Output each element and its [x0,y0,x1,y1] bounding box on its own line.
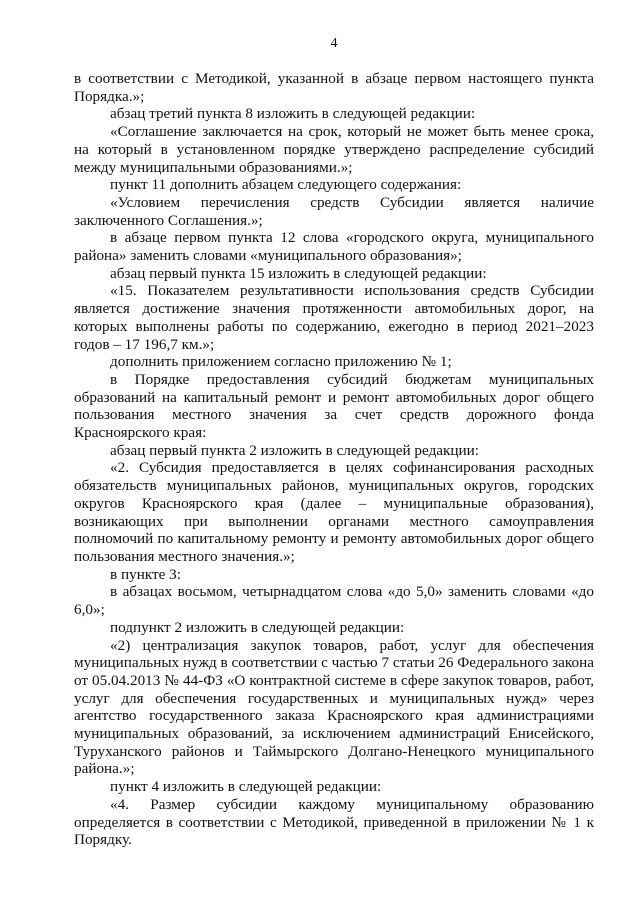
paragraph: «4. Размер субсидии каждому муниципальному образованию определяется в соответствии с Методикой, приведенной в приложении № 1 к Порядку. [74,795,594,849]
paragraph: «2. Субсидия предоставляется в целях софинансирования расходных обязательств муниципальных районов, муниципальных округов, городских округов Красноярского края (далее – муниципальные образования), возникающих при выполнении органами местного самоуправления полномочий по капитальному ремонту и ремонту автомобильных дорог общего пользования местного значения.»; [74,459,594,565]
paragraph: в абзаце первом пункта 12 слова «городского округа, муниципального района» заменить словами «муниципального образования»; [74,229,594,265]
paragraph: в пункте 3: [110,565,181,583]
paragraph: абзац первый пункта 2 изложить в следующей редакции: [110,441,480,459]
paragraph: абзац первый пункта 15 изложить в следующей редакции: [110,264,487,282]
page-number: 4 [330,36,338,51]
paragraph: пункт 11 дополнить абзацем следующего содержания: [110,176,462,194]
paragraph: в соответствии с Методикой, указанной в абзаце первом настоящего пункта Порядка.»; [74,70,594,105]
paragraph: пункт 4 изложить в следующей редакции: [110,778,382,796]
document-body [74,70,594,849]
paragraph: подпункт 2 изложить в следующей редакции: [110,618,405,636]
paragraph: абзац третий пункта 8 изложить в следующей редакции: [110,105,476,123]
paragraph: в абзацах восьмом, четырнадцатом слова «до 5,0» заменить словами «до 6,0»; [74,583,594,619]
paragraph: «Соглашение заключается на срок, который не может быть менее срока, на который в установленном порядке утверждено распределение субсидий между муниципальными образованиями.»; [74,123,594,176]
paragraph: дополнить приложением согласно приложению № 1; [110,353,452,371]
paragraph: «15. Показателем результативности использования средств Субсидии является достижение значения протяженности автомобильных дорог, на которых выполнены работы по содержанию, ежегодно в период 2021–2023 годов – 17 196,7 км.»; [74,282,594,353]
paragraph: «2) централизация закупок товаров, работ, услуг для обеспечения муниципальных нужд в соответствии с частью 7 статьи 26 Федерального закона от 05.04.2013 № 44-ФЗ «О контрактной системе в сфере закупок товаров, работ, услуг для обеспечения государственных и муниципальных нужд» через агентство государственного заказа Красноярского края администрациями муниципальных образований, за исключением администраций Енисейского, Туруханского районов и Таймырского Долгано-Ненецкого муниципального района.»; [74,636,594,778]
paragraph: в Порядке предоставления субсидий бюджетам муниципальных образований на капитальный ремонт и ремонт автомобильных дорог общего пользования местного значения за счет средств дорожного фонда Красноярского края: [74,370,594,442]
paragraph: «Условием перечисления средств Субсидии является наличие заключенного Соглашения.»; [74,193,594,229]
